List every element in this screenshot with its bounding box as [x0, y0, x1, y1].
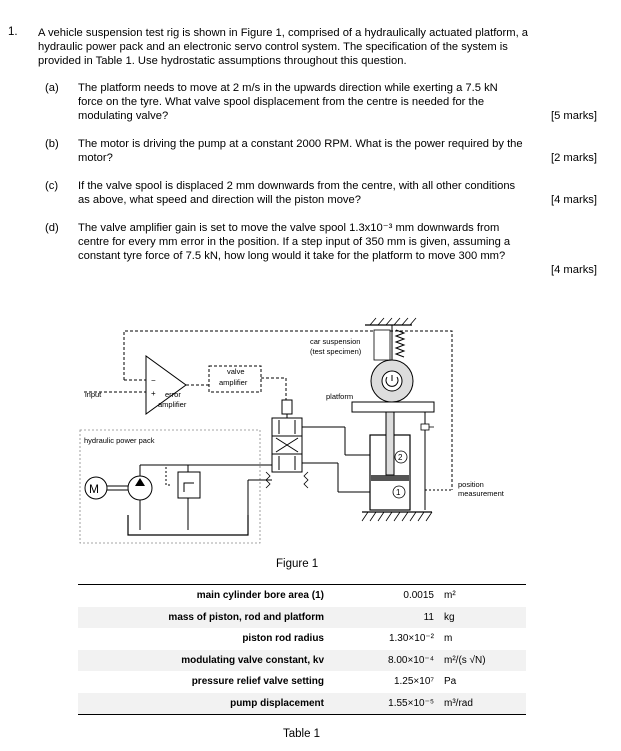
- marker-2-label: 2: [398, 453, 403, 462]
- table-row: [78, 650, 526, 672]
- piston: [371, 475, 409, 481]
- question-number: 1.: [8, 26, 18, 38]
- row-value: 0.0015: [403, 590, 434, 602]
- row-value: 1.55×10⁻⁵: [368, 693, 434, 715]
- table-row: [78, 671, 526, 693]
- row-value: 8.00×10⁻⁴: [368, 650, 434, 672]
- relief-valve-box: [178, 472, 200, 498]
- platform-label: platform: [326, 392, 354, 401]
- part-c-label: (c): [45, 180, 59, 192]
- question-intro: A vehicle suspension test rig is shown in Figure 1, comprised of a hydraulically actuated platform, a hydraulic power pack and an electronic servo control system. The specification of the system is provided in Table 1. Use hydrostatic assumptions throughout this question.: [38, 27, 529, 67]
- motor-label: M: [89, 482, 99, 496]
- row-unit: m: [444, 633, 453, 645]
- part-d-text: The valve amplifier gain is set to move the valve spool 1.3x10⁻³ mm downwards from centre for every mm error in the position. If a step input of 350 mm is given, assuming a constant tyre force of 7.5 kN, how long would it take for the platform to move 300 mm?: [78, 222, 511, 262]
- figure-caption: Figure 1: [276, 558, 319, 570]
- error-amplifier-label: amplifier: [158, 400, 187, 409]
- position-label: position: [458, 480, 484, 489]
- table-row: [78, 628, 526, 650]
- measurement-label: measurement: [458, 489, 504, 498]
- part-a-label: (a): [45, 82, 59, 94]
- part-b-text: The motor is driving the pump at a constant 2000 RPM. What is the power required by the motor?: [78, 138, 523, 164]
- damper: [374, 330, 390, 360]
- error-label: error: [165, 390, 181, 399]
- table-caption: Table 1: [283, 728, 321, 740]
- minus-sign: −: [151, 376, 156, 385]
- valve-actuator: [282, 400, 292, 414]
- piston-rod: [386, 412, 394, 475]
- row-value: 1.30×10⁻²: [388, 633, 434, 645]
- row-value: 11: [368, 607, 434, 629]
- row-name: modulating valve constant, kv: [78, 650, 368, 672]
- part-c-text: If the valve spool is displaced 2 mm downwards from the centre, with all other conditions as above, what speed and direction will the piston move?: [78, 180, 516, 206]
- row-name: pressure relief valve setting: [191, 676, 324, 688]
- valve-envelope-3: [272, 454, 302, 472]
- part-d-label: (d): [45, 222, 59, 234]
- row-unit: m³/rad: [434, 693, 526, 715]
- test-specimen-label: (test specimen): [310, 347, 362, 356]
- valve-amplifier-label: amplifier: [219, 378, 248, 387]
- part-d-marks: [4 marks]: [550, 264, 597, 276]
- car-suspension-label: car suspension: [310, 337, 361, 346]
- part-c-marks: [4 marks]: [550, 194, 597, 206]
- figure-1-schematic: [0, 300, 621, 550]
- table-row: [78, 607, 526, 629]
- row-name: piston rod radius: [242, 633, 324, 645]
- table-row: [78, 693, 526, 715]
- row-value: 1.25×10⁷: [393, 676, 434, 688]
- part-a-text: The platform needs to move at 2 m/s in the upwards direction while exerting a 7.5 kN force on the tyre. What valve spool displacement from the centre is needed for the modulating valve?: [78, 82, 498, 122]
- part-b-label: (b): [45, 138, 59, 150]
- valve-label: valve: [227, 367, 245, 376]
- platform: [352, 402, 434, 412]
- marker-1-label: 1: [396, 488, 401, 497]
- row-unit: m²: [444, 590, 456, 602]
- row-name: main cylinder bore area (1): [196, 590, 324, 602]
- part-a-marks: [5 marks]: [550, 110, 597, 122]
- plus-sign: +: [151, 389, 156, 398]
- row-unit: m²/(s √N): [434, 650, 526, 672]
- table-row: [78, 585, 526, 607]
- power-pack-label: hydraulic power pack: [84, 436, 155, 445]
- row-name: mass of piston, rod and platform: [78, 607, 368, 629]
- part-b-marks: [2 marks]: [550, 152, 597, 164]
- spring: [396, 330, 404, 357]
- row-unit: Pa: [444, 676, 457, 688]
- spec-table: [78, 584, 526, 715]
- valve-envelope-1: [272, 418, 302, 436]
- row-unit: kg: [434, 607, 526, 629]
- row-name: pump displacement: [78, 693, 368, 715]
- input-label: input: [85, 390, 102, 399]
